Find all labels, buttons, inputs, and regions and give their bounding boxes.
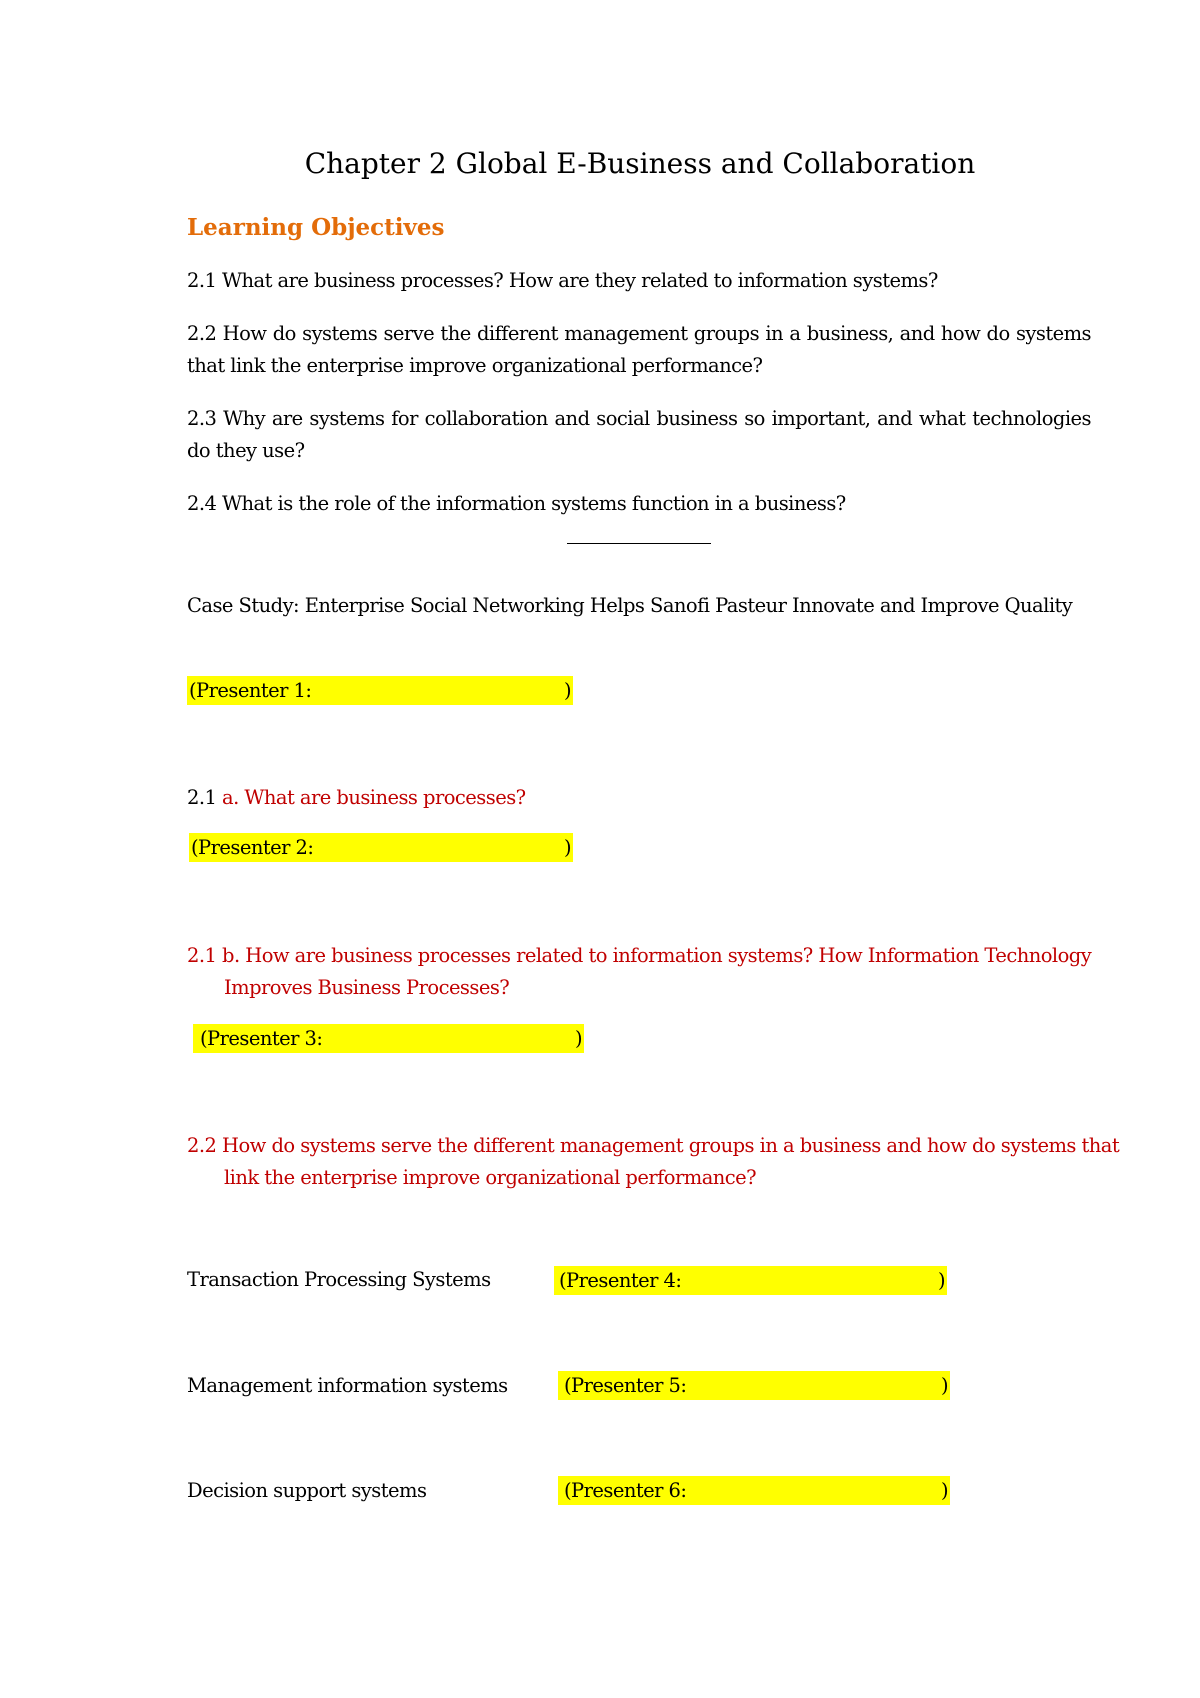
objective-2-4: 2.4 What is the role of the information systems function in a business? (187, 492, 846, 515)
presenter-2-close: ) (563, 836, 571, 859)
mis-label: Management information systems (187, 1374, 508, 1397)
presenter-5-field[interactable] (558, 1371, 950, 1400)
section-2-1a-number: 2.1 (187, 786, 223, 809)
presenter-2-label: (Presenter 2: (191, 836, 314, 859)
presenter-6-label: (Presenter 6: (564, 1479, 687, 1502)
presenter-6-close: ) (940, 1479, 948, 1502)
page-title: Chapter 2 Global E-Business and Collaboration (304, 147, 976, 180)
section-2-1a-question: a. What are business processes? (222, 786, 526, 809)
presenter-5-close: ) (940, 1374, 948, 1397)
section-divider (567, 543, 711, 544)
presenter-6-field[interactable] (558, 1476, 950, 1505)
learning-objectives-heading: Learning Objectives (187, 214, 445, 241)
objective-2-2: 2.2 How do systems serve the different management groups in a business, and how do systems that link the enterprise improve organizational performance? (187, 322, 1091, 377)
presenter-4-field[interactable] (554, 1266, 947, 1295)
presenter-3-field[interactable] (193, 1024, 584, 1053)
tps-label: Transaction Processing Systems (187, 1268, 491, 1291)
presenter-4-label: (Presenter 4: (559, 1269, 682, 1292)
presenter-3-close: ) (574, 1027, 582, 1050)
objective-2-3: 2.3 Why are systems for collaboration and social business so important, and what technologies do they use? (187, 407, 1091, 462)
presenter-1-field[interactable] (187, 676, 573, 705)
case-study-title: Case Study: Enterprise Social Networking Helps Sanofi Pasteur Innovate and Improve Quality (187, 594, 1073, 617)
dss-label: Decision support systems (187, 1479, 427, 1502)
section-2-1a-heading (187, 782, 1091, 814)
objective-2-1: 2.1 What are business processes? How are they related to information systems? (187, 269, 938, 292)
presenter-3-label: (Presenter 3: (200, 1027, 323, 1050)
presenter-1-label: (Presenter 1: (189, 679, 312, 702)
section-2-2-heading: 2.2 How do systems serve the different management groups in a business and how do systems that link the enterprise improve organizational performance? (187, 1134, 1120, 1189)
presenter-4-close: ) (937, 1269, 945, 1292)
presenter-5-label: (Presenter 5: (564, 1374, 687, 1397)
presenter-1-close: ) (563, 679, 571, 702)
presenter-2-field[interactable] (189, 833, 573, 862)
section-2-1b-heading: 2.1 b. How are business processes related to information systems? How Information Technology Improves Business Processes? (187, 944, 1092, 999)
